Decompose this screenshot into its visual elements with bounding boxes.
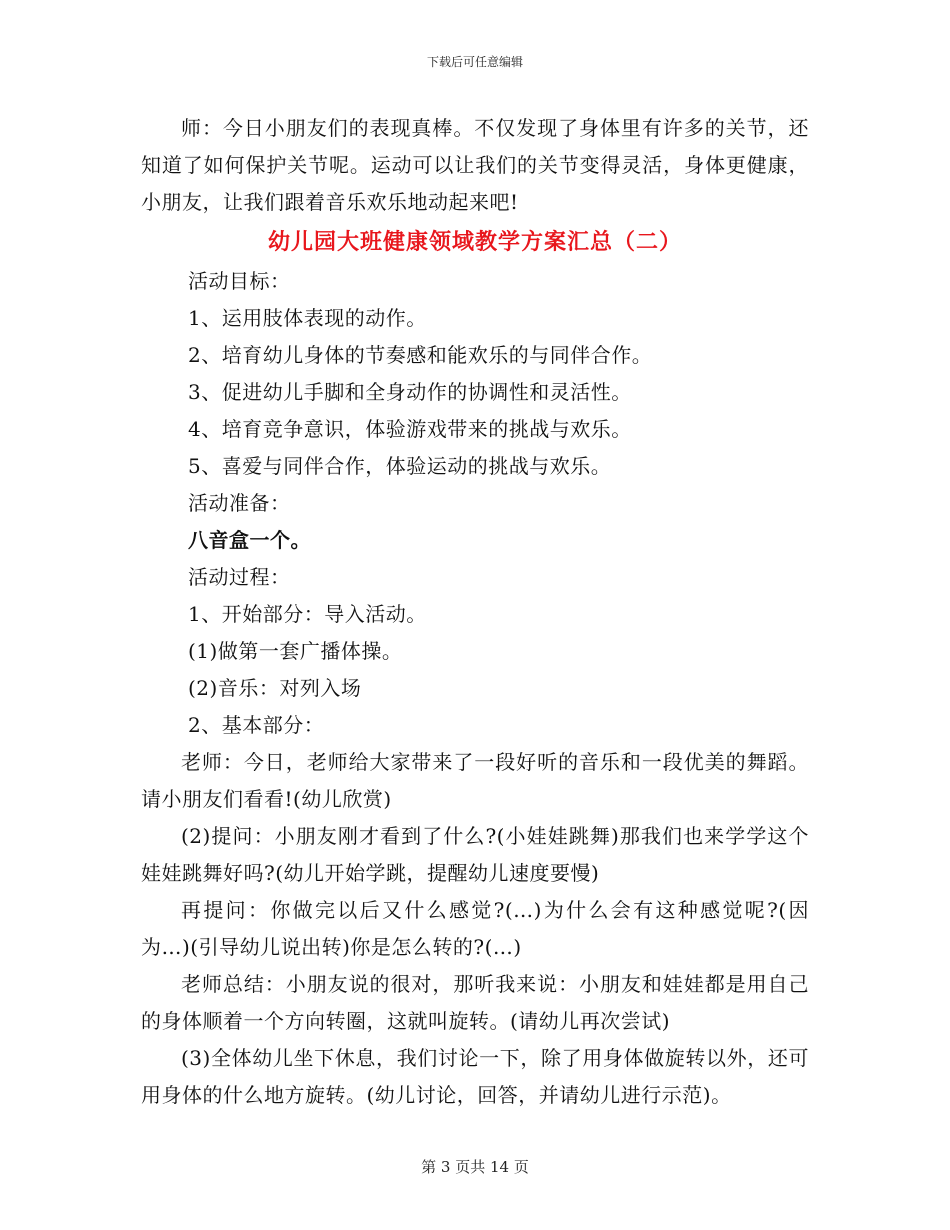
intro-paragraph: 师：今日小朋友们的表现真棒。不仅发现了身体里有许多的关节，还知道了如何保护关节呢。运动可以让我们的关节变得灵活，身体更健康，小朋友，让我们跟着音乐欢乐地动起来吧! xyxy=(141,116,809,214)
goal-item: 2、培育幼儿身体的节奏感和能欢乐的与同伴合作。 xyxy=(188,343,653,367)
page-header: 下载后可任意编辑 xyxy=(426,55,523,69)
process-heading: 活动过程： xyxy=(188,565,291,589)
goal-item: 3、促进幼儿手脚和全身动作的协调性和灵活性。 xyxy=(188,380,632,404)
requestion-paragraph: 再提问：你做完以后又什么感觉?(…)为什么会有这种感觉呢?(因为…)(引导幼儿说出转)你是怎么转的?(…) xyxy=(141,898,809,959)
goal-item: 5、喜爱与同伴合作，体验运动的挑战与欢乐。 xyxy=(188,454,612,478)
teacher-paragraph: 老师：今日，老师给大家带来了一段好听的音乐和一段优美的舞蹈。请小朋友们看看!(幼儿欣赏) xyxy=(141,750,809,811)
page-number: 第 3 页共 14 页 xyxy=(421,1158,529,1176)
rest-paragraph: (3)全体幼儿坐下休息，我们讨论一下，除了用身体做旋转以外，还可用身体的什么地方旋转。(幼儿讨论，回答，并请幼儿进行示范)。 xyxy=(141,1046,809,1107)
process-step-1: (1)做第一套广播体操。 xyxy=(188,639,403,663)
question-paragraph: (2)提问：小朋友刚才看到了什么?(小娃娃跳舞)那我们也来学学这个娃娃跳舞好吗?(幼儿开始学跳，提醒幼儿速度要慢) xyxy=(141,824,809,885)
document-body xyxy=(141,110,809,1114)
section-title: 幼儿园大班健康领域教学方案汇总（二） xyxy=(267,229,682,255)
prep-heading: 活动准备： xyxy=(188,491,291,515)
process-basic: 2、基本部分： xyxy=(188,713,325,737)
process-start: 1、开始部分：导入活动。 xyxy=(188,602,427,626)
summary-paragraph: 老师总结：小朋友说的很对，那听我来说：小朋友和娃娃都是用自己的身体顺着一个方向转圈，这就叫旋转。(请幼儿再次尝试) xyxy=(141,972,809,1033)
process-step-2: (2)音乐：对列入场 xyxy=(188,676,362,700)
goal-item: 1、运用肢体表现的动作。 xyxy=(188,306,427,330)
prep-item: 八音盒一个。 xyxy=(188,528,311,552)
goal-item: 4、培育竞争意识，体验游戏带来的挑战与欢乐。 xyxy=(188,417,632,441)
goals-heading: 活动目标： xyxy=(188,269,291,293)
